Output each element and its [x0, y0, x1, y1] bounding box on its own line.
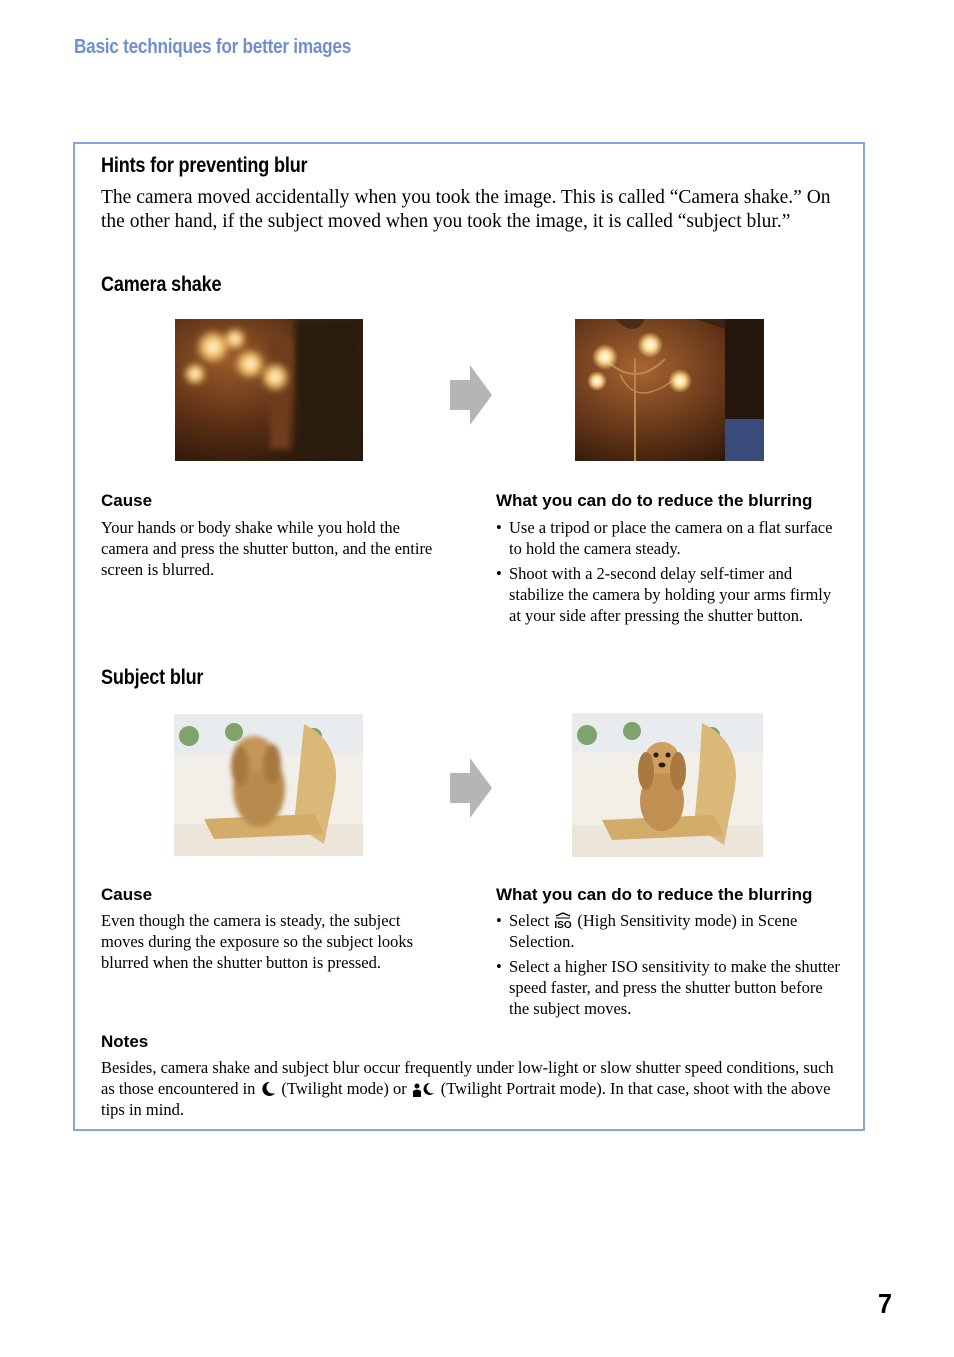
camera-shake-fix-list	[496, 517, 838, 630]
arrow-right-icon	[450, 365, 492, 425]
camera-shake-sharp-photo	[575, 319, 764, 461]
subject-blur-cause-text: Even though the camera is steady, the subject moves during the exposure so the subject looks blurred when the shutter button is pressed.	[101, 911, 414, 972]
subject-blur-heading: Subject blur	[101, 666, 204, 689]
fix-item1-before: Select	[509, 911, 550, 930]
subject-blur-cause-title: Cause	[101, 885, 153, 904]
box-title: Hints for preventing blur	[101, 154, 308, 177]
notes-title: Notes	[101, 1032, 149, 1051]
subject-blur-sharp-photo	[572, 713, 763, 857]
arrow-right-icon	[450, 758, 492, 818]
subject-blur-fix-title: What you can do to reduce the blurring	[496, 885, 813, 904]
svg-text:ISO: ISO	[554, 920, 572, 930]
subject-blur-fix-list	[496, 910, 841, 1023]
twilight-mode-icon	[259, 1080, 277, 1098]
notes-text-part1: Besides, camera shake and subject blur occur frequently under low-light or slow shutter speed conditions, such as those encountered in	[101, 1058, 834, 1098]
twilight-portrait-mode-icon	[411, 1080, 437, 1098]
list-item: • Shoot with a 2-second delay self-timer and stabilize the camera by holding your arms firmly at your side after pressing the shutter button.	[496, 563, 838, 626]
notes-text-part3: (Twilight Portrait mode). In that case, shoot with the above tips in mind.	[101, 1079, 831, 1119]
fix-item1-after: (High Sensitivity mode) in Scene Selection.	[509, 911, 798, 951]
high-sensitivity-mode-icon	[553, 912, 573, 930]
camera-shake-blurred-photo	[175, 319, 363, 461]
camera-shake-cause-text: Your hands or body shake while you hold the camera and press the shutter button, and the entire screen is blurred.	[101, 518, 433, 579]
list-item: • Use a tripod or place the camera on a flat surface to hold the camera steady.	[496, 517, 838, 559]
notes-text	[101, 1057, 846, 1120]
intro-paragraph: The camera moved accidentally when you took the image. This is called “Camera shake.” On the other hand, if the subject moved when you took the image, it is called “subject blur.”	[101, 187, 831, 232]
camera-shake-fix-title: What you can do to reduce the blurring	[496, 491, 813, 510]
list-item	[496, 910, 841, 952]
page-number: 7	[878, 1288, 893, 1319]
subject-blur-blurred-photo	[174, 714, 363, 856]
list-item: • Select a higher ISO sensitivity to make the shutter speed faster, and press the shutter button before the subject moves.	[496, 956, 841, 1019]
notes-text-part2: (Twilight mode) or	[281, 1079, 407, 1098]
camera-shake-heading: Camera shake	[101, 273, 222, 296]
camera-shake-cause-title: Cause	[101, 491, 153, 510]
section-title: Basic techniques for better images	[74, 36, 352, 58]
